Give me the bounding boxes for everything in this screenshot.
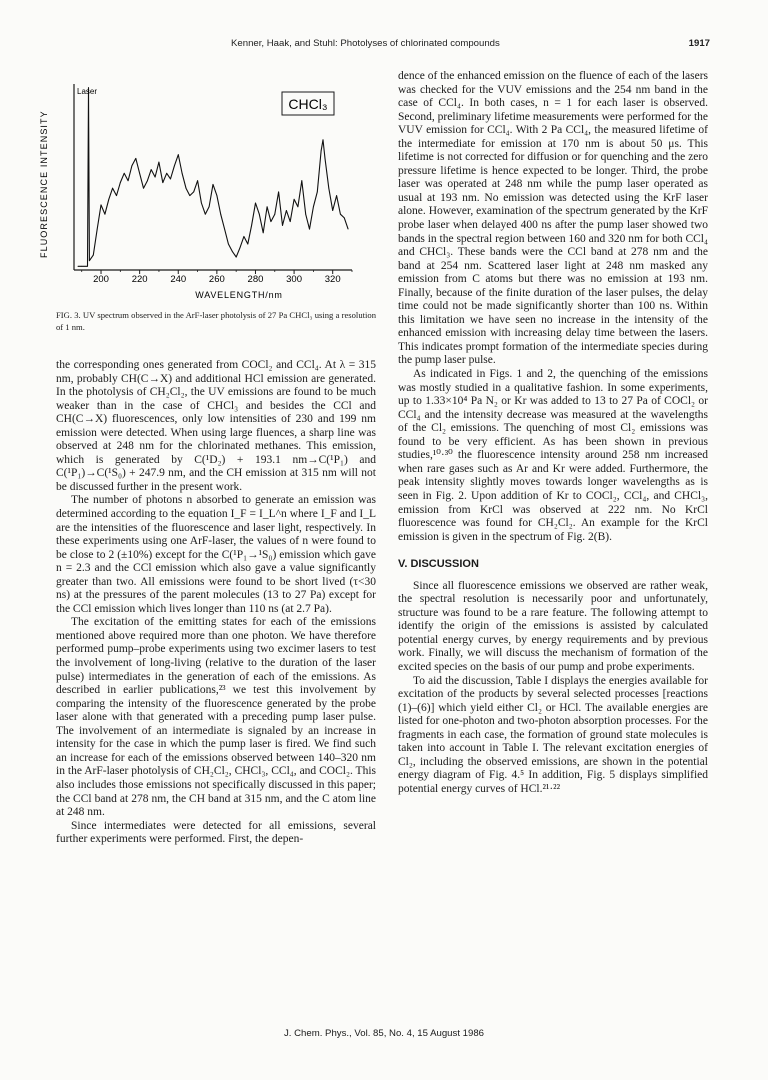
spectrum-point <box>305 214 306 215</box>
spectrum-point <box>247 244 248 245</box>
spectrum-point <box>186 188 187 189</box>
spectrum-point <box>213 184 214 185</box>
spectrum-point <box>159 162 160 163</box>
spectrum-point <box>93 255 94 256</box>
spectrum-point <box>174 165 175 166</box>
page-number: 1917 <box>688 38 710 49</box>
spectrum-point <box>81 266 82 267</box>
spectrum-point <box>240 247 241 248</box>
figure-caption: FIG. 3. UV spectrum observed in the ArF-laser photolysis of 27 Pa CHCl₃ using a resolution of 1 nm. <box>56 310 376 332</box>
spectrum-point <box>340 214 341 215</box>
paragraph: the corresponding ones generated from COCl₂ and CCl₄. At λ = 315 nm, probably CH(C→X) and additional HCl emission are generated. In the photolysis of CH₂Cl₂, the UV emissions are found to be much weaker than in the case of CHCl₃ and besides the CCl and CH(C→X) fluorescences, only low intensities of 230 and 199 nm emission were detected. When using large fluences, a sharp line was observed at 248 nm for the chlorinated methanes. This emission, which is generated by C(¹D₂) + 193.1 nm→C(¹P₁) and C(¹P₁)→C(¹S₀) + 247.9 nm, and the CH emission at 315 nm will not be discussed further in the present work. <box>56 359 376 493</box>
spectrum-point <box>205 214 206 215</box>
spectrum-point <box>309 229 310 230</box>
spectrum-point <box>201 203 202 204</box>
spectrum-point <box>193 192 194 193</box>
spectrum-point <box>298 206 299 207</box>
spectrum-point <box>328 188 329 189</box>
spectrum-point <box>228 244 229 245</box>
journal-footer: J. Chem. Phys., Vol. 85, No. 4, 15 August 1986 <box>284 1028 484 1039</box>
spectrum-point <box>317 192 318 193</box>
spectrum-point <box>124 173 125 174</box>
compound-label: CHCl₃ <box>288 96 328 112</box>
spectrum-point <box>120 182 121 183</box>
spectrum-point <box>155 177 156 178</box>
spectrum-trace-group <box>78 87 349 266</box>
spectrum-point <box>166 173 167 174</box>
paragraph: Since all fluorescence emissions we observed are rather weak, the spectral resolution is necessarily poor and unfortunately, structure was found to be a rare feature. The following attempt to identify the origin of the emissions is assisted by calculated potential energy curves, by energy requirements and by previous work. Finally, we will discuss the mechanism of formation of the excited species on the basis of our pump and probe experiments. <box>398 579 708 673</box>
x-tick-label: 300 <box>286 274 303 285</box>
spectrum-point <box>286 210 287 211</box>
spectrum-point <box>97 229 98 230</box>
section-heading: V. DISCUSSION <box>398 558 479 571</box>
spectrum-point <box>244 236 245 237</box>
spectrum-point <box>274 214 275 215</box>
spectrum-point <box>323 139 324 140</box>
paragraph: The excitation of the emitting states for each of the emissions mentioned above required more than one photon. We have therefore performed pump–probe experiments using two excimer lasers to test the involvement of long-living (relative to the duration of the laser pulse) intermediates in the generation of each of the emissions. As described in earlier publications,²³ we test this involvement by comparing the intensity of the fluorescence generated by the probe laser alone with that generated with a preceding pump laser pulse. The involvement of an intermediate is signaled by an increase in intensity for the case in which the pump laser is fired. We find such an increase for each of the emissions observed between 140–320 nm in the ArF-laser photolysis of CH₂Cl₂, CHCl₃, CCl₄, and COCl₂. This also includes those emissions not specifically discussed in this paper; the CCl band at 278 nm, the CH band at 315 nm, and the C atom line at 248 nm. <box>56 616 376 819</box>
spectrum-point <box>209 206 210 207</box>
spectrum-point <box>259 214 260 215</box>
spectrum-point <box>263 232 264 233</box>
spectrum-point <box>87 266 88 267</box>
spectrum-point <box>301 180 302 181</box>
spectrum-point <box>290 221 291 222</box>
spectrum-point <box>321 151 322 152</box>
spectrum-point <box>170 179 171 180</box>
spectrum-point <box>255 203 256 204</box>
x-tick-label: 260 <box>208 274 225 285</box>
paragraph: As indicated in Figs. 1 and 2, the quenching of the emissions was mostly studied in a qualitative fashion. In some experiments, up to 1.33×10⁴ Pa N₂ or Kr was added to 13 to 27 Pa of COCl₂ or CCl₄ and the intensity decrease was measured at the wavelengths of the Cl₂ emissions. The quenching of most Cl₂ emissions was found to be very efficient. As has been shown in previous studies,¹⁰·³⁰ the fluorescence intensity around 258 nm increased when rare gases such as Ar and Kr were added. Furthermore, the peak intensity slightly moves towards longer wavelengths as is seen in Fig. 2. Upon addition of Kr to COCl₂, CCl₄, and CHCl₃, emission from KrCl was observed at 222 nm. No KrCl fluorescence was found for CH₂Cl₂. An example for the KrCl emission is given in the spectrum of Fig. 2(B). <box>398 368 708 543</box>
spectrum-point <box>197 180 198 181</box>
laser-label: Laser <box>77 87 98 96</box>
spectrum-point <box>112 188 113 189</box>
spectrum-point <box>267 206 268 207</box>
spectrum-line <box>78 88 348 267</box>
spectrum-point <box>182 173 183 174</box>
spectrum-point <box>251 225 252 226</box>
spectrum-point <box>313 206 314 207</box>
spectrum-point <box>282 225 283 226</box>
spectrum-point <box>278 192 279 193</box>
x-tick-label: 240 <box>170 274 187 285</box>
spectrum-point <box>132 165 133 166</box>
right-column <box>398 70 708 796</box>
paragraph: dence of the enhanced emission on the fluence of each of the lasers was checked for the VUV emissions and the 254 nm band in the case of CCl₄. In both cases, n = 1 for each laser is observed. Second, preliminary lifetime measurements were performed for the VUV emission for CCl₄. With 2 Pa CCl₄, the measured lifetime of the intermediate for emission at 170 nm is about 50 μs. This lifetime is not corrected for diffusion or for quenching and the zero pressure lifetime is hence expected to be longer. Third, the probe laser was operated at 248 nm while the pump laser operated as usual at 193 nm. No emission was detected using the KrF laser alone. However, examination of the spectrum generated by the KrF probe laser when delayed 400 ns after the pump laser showed two bands in the spectral region between 160 and 320 nm for both CCl₄ and CHCl₃. These bands were the CCl band at 278 nm and the band at 254 nm. Scattered laser light at 248 nm masked any emission from C atoms but there was no emission at 193 nm. Finally, because of the finite duration of the laser pulses, the delay time could not be made significantly shorter than 100 ns. Within this limitation we have seen no increase in the intensity of the enhanced emission with increasing delay time between the lasers. This indicates prompt formation of the intermediate species during the pump laser pulse. <box>398 70 708 367</box>
spectrum-point <box>78 266 79 267</box>
spectrum-point <box>189 195 190 196</box>
spectrum-point <box>151 169 152 170</box>
spectrum-point <box>116 195 117 196</box>
spectrum-point <box>220 214 221 215</box>
spectrum-point <box>128 180 129 181</box>
spectrum-point <box>89 260 90 261</box>
spectrum-point <box>162 182 163 183</box>
spectrum-point <box>271 221 272 222</box>
running-title: Kenner, Haak, and Stuhl: Photolyses of chlorinated compounds <box>231 38 500 49</box>
left-column <box>56 359 376 847</box>
x-tick-label: 220 <box>131 274 148 285</box>
spectrum-point <box>135 158 136 159</box>
spectrum-point <box>147 180 148 181</box>
x-tick-label: 200 <box>93 274 109 285</box>
spectrum-point <box>236 257 237 258</box>
spectrum-point <box>348 229 349 230</box>
spectrum-point <box>332 210 333 211</box>
compound-label-box <box>282 92 334 115</box>
spectrum-point <box>105 214 106 215</box>
spectrum-point <box>294 199 295 200</box>
spectrum-point <box>108 199 109 200</box>
spectrum-point <box>224 229 225 230</box>
spectrum-point <box>344 218 345 219</box>
spectrum-point <box>101 205 102 206</box>
spectrum-point <box>336 195 337 196</box>
paragraph: To aid the discussion, Table I displays the energies available for excitation of the products by several selected processes [reactions (1)–(6)] which yield either Cl₂ or HCl. The available energies are listed for one-photon and two-photon absorption processes. For the fragments in each case, the formation of ground state molecules is taken into account in Table I. The relevant excitation energies of Cl₂, including the observed emissions, are shown in the potential energy diagram of Fig. 4.⁵ In addition, Fig. 5 displays simplified potential energy curves of HCl.²¹·²² <box>398 674 708 795</box>
spectrum-point <box>139 173 140 174</box>
paragraph: Since intermediates were detected for all emissions, several further experiments were performed. First, the depen- <box>56 819 376 846</box>
figure-3-spectrum <box>34 80 374 300</box>
spectrum-point <box>217 195 218 196</box>
y-axis-label: FLUORESCENCE INTENSITY <box>39 110 49 258</box>
paragraph: The number of photons n absorbed to generate an emission was determined according to the equation I_F = I_L^n where I_F and I_L are the intensities of the fluorescence and laser light, respectively. In these experiments using one ArF-laser, the values of n were found to be close to 2 (±10%) except for the C(¹P₁→¹S₀) emission which gave n = 2.3 and the CCl emission which also gave a value significantly greater than two. All emissions were found to be short lived (τ<30 ns) at the pressures of the parent molecules (13 to 27 Pa) except for the CCl emission which lives longer than 110 ns (at 2.7 Pa). <box>56 494 376 615</box>
x-tick-label: 280 <box>247 274 264 285</box>
spectrum-point <box>143 188 144 189</box>
spectrum-point <box>232 251 233 252</box>
running-header <box>56 38 710 52</box>
x-tick-label: 320 <box>324 274 341 285</box>
x-tick-group <box>82 270 352 285</box>
spectrum-point <box>178 154 179 155</box>
spectrum-point <box>325 158 326 159</box>
x-axis-label: WAVELENGTH/nm <box>195 290 283 300</box>
